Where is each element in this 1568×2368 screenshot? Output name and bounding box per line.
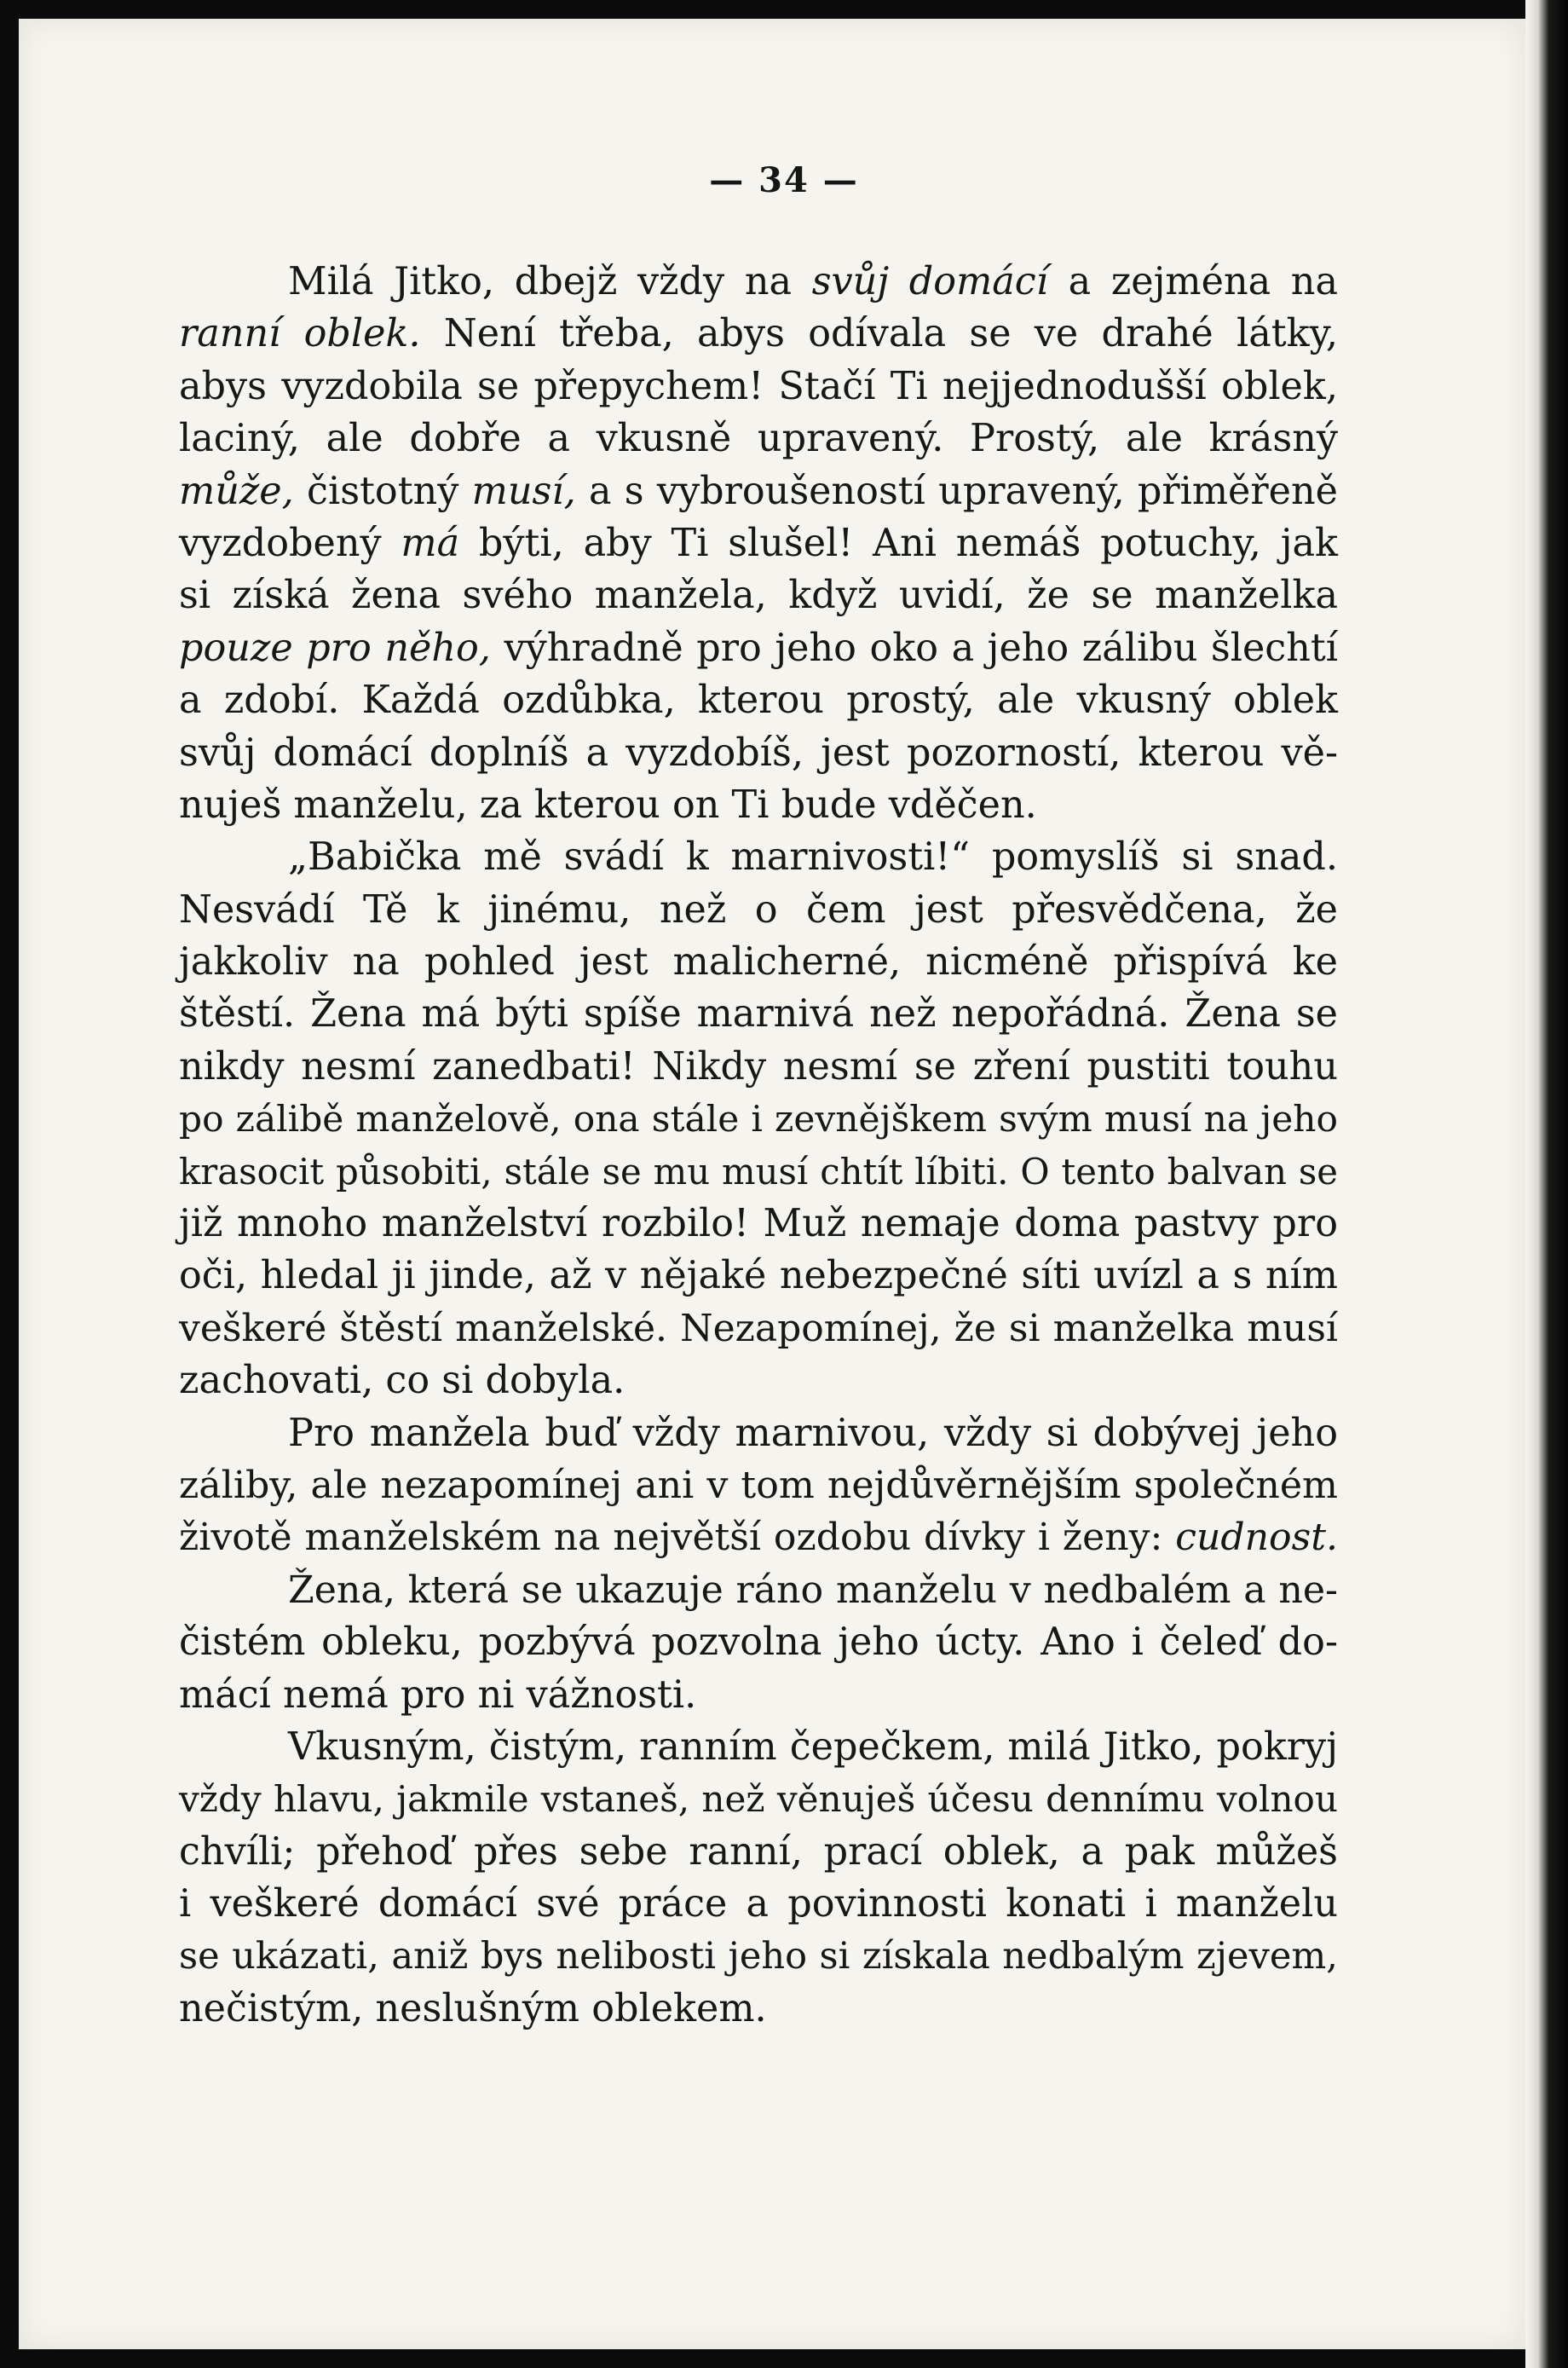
text-line: [179, 413, 1338, 465]
text-run: Milá Jitko, dbejž vždy na: [288, 260, 812, 303]
emphasized-text: svůj domácí: [811, 260, 1048, 303]
emphasized-text: má: [401, 521, 460, 565]
text-run: oči, hledal ji jinde, až v nějaké nebezpečné síti uvízl a s ním: [179, 1254, 1338, 1298]
emphasized-text: cudnost.: [1175, 1516, 1338, 1560]
text-run: vyzdobený: [179, 521, 401, 565]
text-run: mácí nemá pro ni vážnosti.: [179, 1672, 697, 1717]
text-line: [179, 1983, 1338, 2035]
text-line: [179, 1564, 1338, 1616]
text-run: i veškeré domácí své práce a povinnosti konati i manželu: [179, 1882, 1338, 1926]
text-line: [179, 1093, 1338, 1145]
text-line: [179, 1146, 1338, 1198]
text-run: svůj domácí doplníš a vyzdobíš, jest pozorností, kterou vě-: [179, 731, 1338, 775]
text-line: [179, 1669, 1338, 1721]
text-run: Vkusným, čistým, ranním čepečkem, milá Jitko, pokryj: [288, 1724, 1338, 1769]
text-line: [179, 1459, 1338, 1511]
book-spine-edge: [1525, 0, 1568, 2368]
text-run: se ukázati, aniž bys nelibosti jeho si získala nedbalým zjevem,: [179, 1934, 1338, 1978]
text-run: býti, aby Ti slušel! Ani nemáš potuchy, jak: [459, 521, 1338, 565]
text-run: čistém obleku, pozbývá pozvolna jeho úcty. Ano i čeleď do-: [179, 1620, 1338, 1665]
text-line: [179, 727, 1338, 779]
text-run: zachovati, co si dobyla.: [179, 1359, 625, 1403]
text-run: a s vybroušeností upravený, přiměřeně: [575, 469, 1338, 513]
text-run: výhradně pro jeho oko a jeho zálibu šlechtí: [490, 626, 1338, 670]
text-run: štěstí. Žena má býti spíše marnivá než nepořádná. Žena se: [179, 992, 1338, 1037]
text-line: [179, 884, 1338, 936]
text-line: [179, 569, 1338, 621]
text-run: již mnoho manželství rozbilo! Muž nemaje doma pastvy pro: [179, 1202, 1338, 1246]
text-line: [179, 1302, 1338, 1354]
text-line: [179, 831, 1338, 883]
text-run: abys vyzdobila se přepychem! Stačí Ti nejjednodušší oblek,: [179, 364, 1338, 408]
text-run: záliby, ale nezapomínej ani v tom nejdůvěrnějším společném: [179, 1463, 1338, 1507]
emphasized-text: ranní oblek.: [179, 312, 421, 356]
text-line: [179, 1354, 1338, 1406]
text-run: si získá žena svého manžela, když uvidí, že se manželka: [179, 574, 1338, 618]
text-line: [179, 308, 1338, 360]
text-run: chvíli; přehoď přes sebe ranní, prací oblek, a pak můžeš: [179, 1829, 1338, 1874]
text-line: [179, 465, 1338, 517]
emphasized-text: pouze pro něho,: [179, 626, 491, 670]
body-text: [179, 256, 1338, 2035]
text-line: [179, 622, 1338, 674]
text-line: [179, 1826, 1338, 1878]
text-run: čistotný: [293, 469, 472, 513]
emphasized-text: musí,: [471, 469, 576, 513]
text-line: [179, 1931, 1338, 1983]
text-run: Žena, která se ukazuje ráno manželu v nedbalém a ne-: [288, 1568, 1338, 1612]
text-line: [179, 1616, 1338, 1668]
text-line: [179, 1511, 1338, 1563]
text-line: [179, 256, 1338, 308]
text-run: životě manželském na největší ozdobu dívky i ženy:: [179, 1516, 1176, 1560]
text-line: [179, 936, 1338, 988]
text-run: jakkoliv na pohled jest malicherné, nicméně přispívá ke: [179, 940, 1338, 985]
text-line: [179, 988, 1338, 1040]
text-run: a zejména na: [1047, 260, 1338, 303]
text-run: a zdobí. Každá ozdůbka, kterou prostý, ale vkusný oblek: [179, 679, 1338, 723]
text-run: nuješ manželu, za kterou on Ti bude vděčen.: [179, 783, 1037, 827]
text-run: vždy hlavu, jakmile vstaneš, než věnuješ účesu dennímu volnou: [179, 1778, 1338, 1821]
text-run: veškeré štěstí manželské. Nezapomínej, že si manželka musí: [179, 1306, 1338, 1350]
text-run: Není třeba, abys odívala se ve drahé látky,: [420, 312, 1338, 356]
text-run: krasocit působiti, stále se mu musí chtít líbiti. O tento balvan se: [179, 1150, 1338, 1193]
page-number: — 34 —: [709, 160, 859, 200]
text-line: [179, 1198, 1338, 1250]
text-line: [179, 1250, 1338, 1302]
text-line: [179, 361, 1338, 413]
text-run: po zálibě manželově, ona stále i zevnějškem svým musí na jeho: [179, 1098, 1338, 1141]
text-line: [179, 1773, 1338, 1825]
text-run: Nesvádí Tě k jinému, než o čem jest přesvědčena, že: [179, 887, 1338, 932]
text-run: laciný, ale dobře a vkusně upravený. Prostý, ale krásný: [179, 417, 1338, 461]
text-line: [179, 1721, 1338, 1773]
text-run: Pro manžela buď vždy marnivou, vždy si dobývej jeho: [288, 1411, 1338, 1455]
text-line: [179, 674, 1338, 726]
text-line: [179, 1878, 1338, 1930]
text-run: nečistým, neslušným oblekem.: [179, 1986, 767, 2030]
text-line: [179, 517, 1338, 569]
text-line: [179, 779, 1338, 831]
text-line: [179, 1407, 1338, 1459]
text-line: [179, 1041, 1338, 1093]
text-run: nikdy nesmí zanedbati! Nikdy nesmí se zření pustiti touhu: [179, 1044, 1338, 1089]
emphasized-text: může,: [179, 469, 294, 513]
text-run: „Babička mě svádí k marnivosti!“ pomyslíš si snad.: [288, 835, 1338, 880]
